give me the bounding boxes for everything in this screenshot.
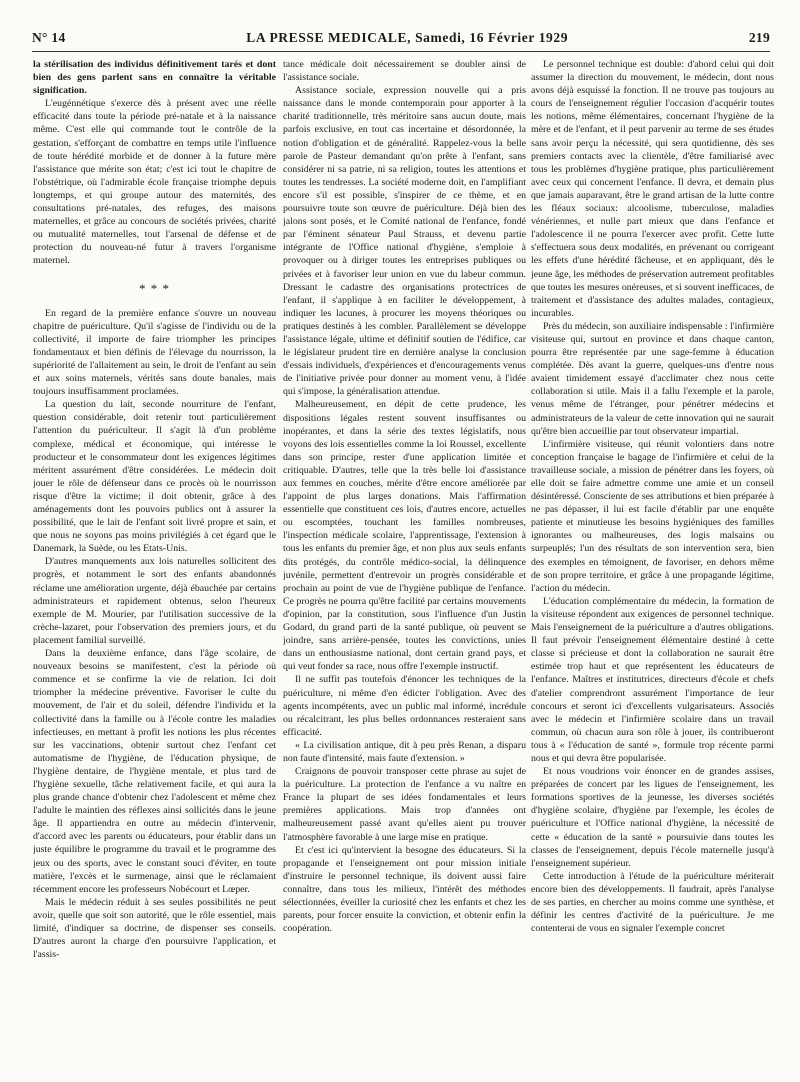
header-rule (32, 51, 770, 52)
page-header (32, 30, 770, 48)
col1-paragraph-4: La question du lait, seconde nourriture de l'enfant, question considérable, doit retenir tout particulièrement l'attention du puériculteur. Il s'agit là d'un problème complexe, médical et économique, qui intéresse le producteur et le consommateur dont les exigences légitimes méritent assurément d'être considérées. Le médecin doit jouer le rôle de défenseur dans ce procès où le nourrisson risque d'être la victime; il doit obtenir, grâce à des aménagements dont les pouvoirs publics ont à assurer la possibilité, que le lait de l'enfant soit livré propre et sain, et que nous ne soyons pas moins privilégiés à cet égard que le Danemark, la Suède, ou les Etats-Unis. (33, 399, 276, 555)
section-divider-stars: * * * (139, 280, 170, 296)
page-number: 219 (748, 30, 770, 45)
col1-paragraph-1: la stérilisation des individus définitivement tarés et dont bien des gens parlent sans en connaître la véritable signification. (33, 59, 276, 97)
col3-paragraph-2: Près du médecin, son auxiliaire indispensable : l'infirmière visiteuse qui, surtout en province et dans chaque canton, pourra être représentée par une sage-femme à éducation complétée. Dès avant la guerre, quelques-uns d'entre nous avaient timidement essayé d'acclimater chez nous cette collaboration si utile. Mais il a fallu l'exemple et la parole, venus même de l'étranger, pour pénétrer médecins et administrateurs de la valeur de cette innovation qui ne saurait qu'être bien accueillie par tout observateur impartial. (531, 320, 774, 437)
issue-number: N° 14 (32, 30, 66, 45)
col1-paragraph-2: L'eugénnétique s'exerce dès à présent avec une réelle efficacité dans toute la période pré-natale et à la naissance même. C'est elle qui commande tout le contrôle de la gestation, s'efforçant de combattre en temps utile l'influence de toute hérédité morbide et de donner à la future mère l'assistance que mérite son état; c'est ici tout le chapitre de l'obstétrique, où l'admirable école française triomphe depuis longtemps, et qui groupe autour des maternités, des consultations pré-natales, des refuges, des maisons maternelles, et grâce au concours de sociétés privées, charité ou mutualité maternelles, tout l'arsenal de défense et de protection du nouveau-né futur à travers l'organisme maternel. (33, 98, 276, 267)
col3-paragraph-3: L'infirmière visiteuse, qui réunit volontiers dans notre conception française le bagage de l'infirmière et celui de la travailleuse sociale, a mission de pénétrer dans les foyers, où elle doit se faire admettre comme une amie et un conseil désintéressé. Consciente de ses attributions et bien préparée à ne pas dépasser, il lui est facile d'établir par une enquête patiente et minutieuse les besoins hygiéniques des familles ignorantes ou malheureuses, des logis malsains ou surpeuplés; l'un des résultats de son intervention sera, bien des exemples en témoignent, de favoriser, en dehors même de son propre territoire, et grâce à une propagande légitime, l'action du médecin. (531, 438, 774, 594)
col2-paragraph-1: tance médicale doit nécessairement se doubler ainsi de l'assistance sociale. (283, 59, 526, 84)
col1-paragraph-6: Dans la deuxième enfance, dans l'âge scolaire, de nouveaux besoins se manifestent, c'est la période où commence et se confirme la vie de relation. Ici doit triompher la médecine préventive. Favoriser le culte du mouvement, de l'air et du soleil, défendre l'individu et la collectivité dans la famille ou à l'école contre les maladies infectieuses, en mettant à profit les notions les plus récentes sur les vaccinations, obtenir surtout chez l'enfant cet automatisme de l'hygiène, de l'éducation physique, de l'hygiène dentaire, de l'hygiène mentale, et plus tard de l'hygiène sexuelle, tâche relativement facile, et qui aura la plus grande chance d'obtenir chez l'adolescent et même chez l'adulte le maintien des réflexes ainsi sollicités dans le jeune âge. Il appartiendra en outre au médecin d'intervenir, d'accord avec les parents ou éducateurs, pour établir dans un juste équilibre le programme du travail et le programme des jeux ou des sports, avec le constant souci d'éviter, en toute matière, l'excès et le surmenage, ainsi que le réclamaient récemment encore les professeurs Nobécourt et Lœper. (33, 648, 276, 895)
col3-paragraph-4: L'éducation complémentaire du médecin, la formation de la visiteuse répondent aux exigences de personnel technique. Mais l'enseignement de la puériculture a d'autres obligations. Il faut prévoir l'enseignement élémentaire destiné à cette classe si précieuse et dont la collaboration ne saurait être estimée trop haut et que représentent les éducateurs de l'enfance. Maîtres et institutrices, directeurs d'école et chefs d'atelier comprendront assurément l'importance de leur concours et seront ici d'excellents vulgarisateurs. Associés avec le médecin et l'infirmière scolaire dans un travail commun, où chacun aura son rôle à jouer, ils contribueront tous à « l'éducation de santé », formule trop récente parmi nous et qui devra être popularisée. (531, 595, 774, 764)
col3-paragraph-6: Cette introduction à l'étude de la puériculture mériterait encore bien des développements. Il faudrait, après l'analyse de ses parties, en chercher au moins comme une synthèse, et définir les centres d'activité de la puériculture. Je me contenterai de vous en signaler l'exemple concret (531, 870, 774, 935)
col1-paragraph-5: D'autres manquements aux lois naturelles sollicitent des progrès, et notamment le sort des enfants abandonnés réclame une amélioration urgente, déjà ébauchée par certains administrateurs et rapidement obtenus, selon l'heureux exemple de M. Mourier, par l'utilisation successive de la crèche-lazaret, pour l'observation des premiers jours, et du placement familial surveillé. (33, 556, 276, 646)
col2-paragraph-4: Il ne suffit pas toutefois d'énoncer les techniques de la puériculture, ni même d'en édicter l'obligation. Avec des agents incompétents, avec un public mal informé, incrédule ou récalcitrant, les plus belles ordonnances resteraient sans efficacité. (283, 674, 526, 738)
col1-paragraph-7: Mais le médecin réduit à ses seules possibilités ne peut avoir, quelle que soit son autorité, que le rôle essentiel, mais limité, d'indiquer sa doctrine, de dispenser ses conseils. D'autres auront la charge d'en poursuivre l'application, et l'assis- (33, 896, 276, 961)
col2-paragraph-6: Craignons de pouvoir transposer cette phrase au sujet de la puériculture. La protection de l'enfance a vu naître en France la plupart de ses idées fondamentales et leurs premières applications. Mais trop d'années ont malheureusement passé avant qu'elles aient pu trouver l'atmosphère favorable à une large mise en pratique. (283, 766, 526, 843)
column-1 (33, 58, 276, 1070)
col2-paragraph-2: Assistance sociale, expression nouvelle qui a pris naissance dans le monde contemporain pour apporter à la charité traditionnelle, très méritoire sans aucun doute, mais parfois exclusive, en tout cas incertaine et désordonnée, la notion d'obligation et de généralité. Rappelez-vous la belle parole de Pasteur demandant qu'on prête à l'enfant, sans considérer ni sa patrie, ni sa religion, toutes les attentions et toutes les tendresses. La société moderne doit, en l'amplifiant encore s'il est possible, s'inspirer de ce thème, et en poursuivre toute son œuvre de puériculture. Déjà bien des jalons sont posés, et le Comité national de l'enfance, fondé par l'éminent sénateur Paul Strauss, et devenu partie intégrante de l'Office national d'hygiène, s'emploie à provoquer ou à diriger toutes les entreprises publiques ou privées et à favoriser leur union en vue du labeur commun. Dressant le cadastre des organisations protectrices de l'enfant, il s'applique à en faciliter le développement, à indiquer les lacunes, à procurer les moyens théoriques ou pratiques destinés à les combler. Parallèlement se développe l'assistance légale, ultime et définitif soutien de l'édifice, car le législateur prudent tire en dernière analyse la conclusion d'essais individuels, d'expériences et d'encouragements venus de l'initiative privée pour donner au moment venu, à l'idée qui s'impose, la généralisation attendue. (283, 85, 526, 398)
col2-paragraph-7: Et c'est ici qu'intervient la besogne des éducateurs. Si la propagande et l'enseignement ont pour mission initiale d'instruire le personnel technique, ils doivent aussi faire connaître, dans tous les milieux, l'intérêt des méthodes sélectionnées, éveiller la curiosité chez les enfants et chez les parents, pour forcer ensuite la conviction, et obtenir enfin la coopération. (283, 844, 526, 935)
column-2 (283, 58, 526, 1070)
col3-paragraph-1: Le personnel technique est double: d'abord celui qui doit assumer la direction du mouvement, le médecin, dont nous avons déjà esquissé la fonction. Il ne trouve pas toujours au cours de l'enseignement régulier l'occasion d'acquérir toutes les notions, même élémentaires, concernant l'hygiène de la mère et de l'enfant, et il peut parvenir au terme de ses études sans avoir perçu la nécessité, qui sera quotidienne, dès ses premiers contacts avec la clientèle, d'être familiarisé avec tous les problèmes d'hygiène pratique, plus particulièrement avec ceux qui concernent l'enfance. Il devra, et demain plus que jamais auparavant, être le grand artisan de la lutte contre les fléaux sociaux: alcoolisme, tuberculose, maladies vénériennes, et nulle part mieux que dans l'enfance et l'adolescence il ne pourra l'exercer avec profit. Cette lutte s'effectuera sous deux modalités, en prévenant ou corrigeant les effets d'une hérédité fâcheuse, et en appliquant, dès le jeune âge, les méthodes de préservation autrement profitables que toutes les mesures onéreuses, et si souvent inefficaces, de traitement et d'assistance des adultes malades, contagieux, incurables. (531, 59, 774, 319)
column-3 (531, 58, 774, 1070)
journal-title: LA PRESSE MEDICALE, Samedi, 16 Février 1929 (246, 30, 569, 45)
col2-paragraph-5: « La civilisation antique, dit à peu près Renan, a disparu non faute d'intensité, mais faute d'extension. » (283, 739, 526, 764)
col3-paragraph-5: Et nous voudrions voir énoncer en de grandes assises, préparées de concert par les ligues de l'enseignement, les formations sportives de la jeunesse, les diverses sociétés d'hygiène scolaire, d'hygiène par l'exemple, les écoles de puériculture et l'Office national d'hygiène, la nécessité de cette « éducation de la santé » poursuivie dans toutes les classes de l'enseignement, depuis l'école maternelle jusqu'à l'enseignement supérieur. (531, 766, 774, 869)
col2-paragraph-3: Malheureusement, en dépit de cette prudence, les dispositions légales restent souvent insuffisantes ou inopérantes, et dans la série des textes législatifs, nous voyons des lois essentielles comme la loi Roussel, excellente dans son principe, rester d'une application limitée et critiquable. D'autres, telle que la très belle loi d'assistance aux femmes en couches, mérite d'être encore améliorée par l'appoint de plus larges donations. Mais l'affirmation essentielle que constituent ces lois, d'autres encore, actuelles ou escomptées, touchant les familles nombreuses, l'inspection médicale scolaire, l'apprentissage, l'extension à tous les enfants du premier âge, et non plus aux seuls enfants dits protégés, du contrôle médico-social, la délinquence juvénile, permettent d'entrevoir un progrès considérable et prochain au point de vue de l'hygiène publique de l'enfance. Ce progrès ne pourra qu'être facilité par certains mouvements d'opinion, par la constitution, sous l'influence d'un Justin Godard, du grand parti de la santé publique, où peuvent se joindre, sans arrière-pensée, toutes les convictions, unies dans un enthousiasme national, dont certain grand pays, et qui veut fonder sa race, nous offre l'exemple instructif. (283, 399, 526, 673)
col1-paragraph-3: En regard de la première enfance s'ouvre un nouveau chapitre de puériculture. Qu'il s'agisse de l'individu ou de la collectivité, il importe de faire triompher les principes fondamentaux et bien définis de l'élevage du nourrisson, la supériorité de l'allaitement au sein, le droit de l'enfant au sein et aux soins maternels, vérités sans doute banales, mais toujours insuffisamment proclamées. (33, 307, 276, 398)
